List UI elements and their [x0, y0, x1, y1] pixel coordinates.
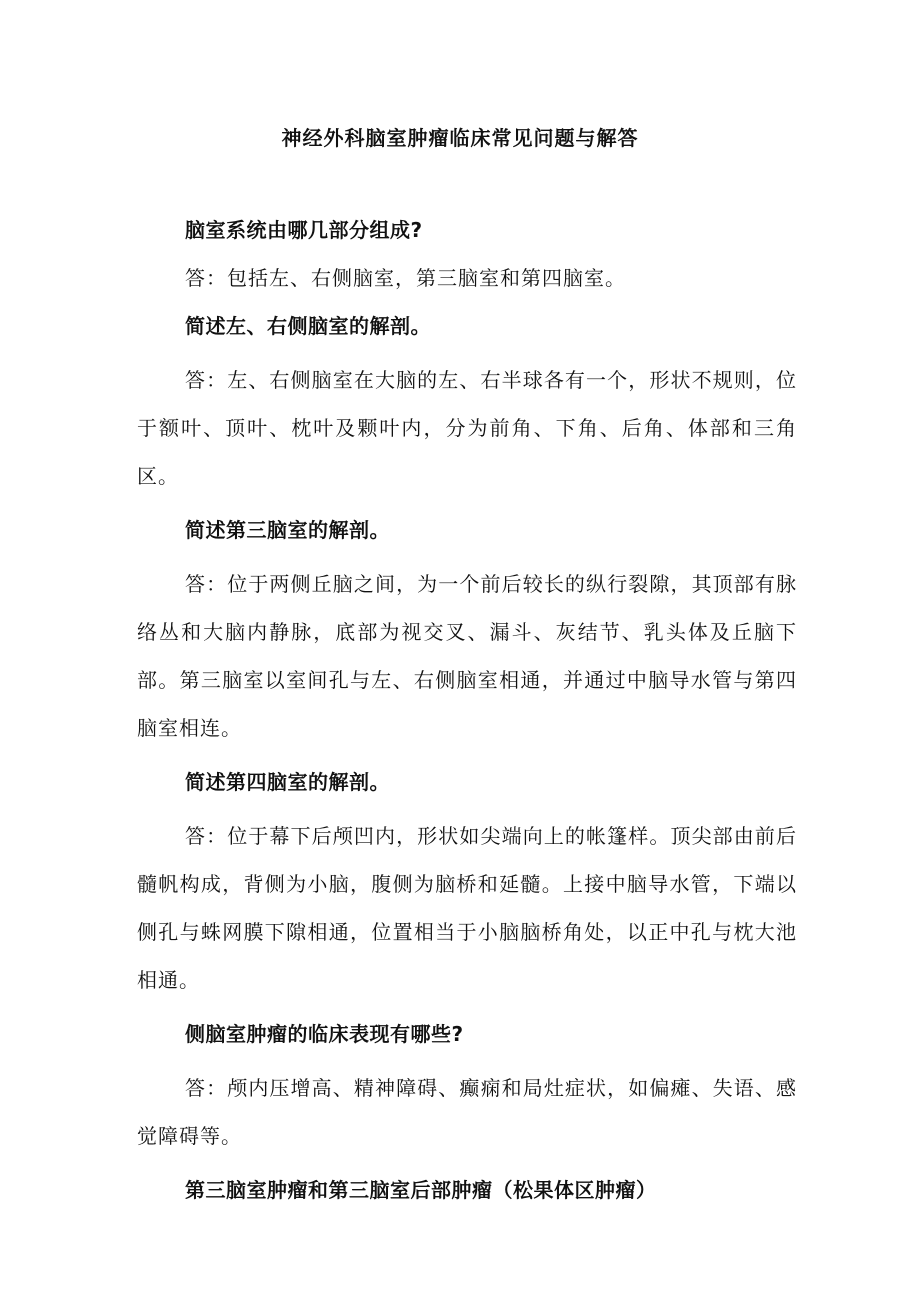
answer-3: 答：位于两侧丘脑之间，为一个前后较长的纵行裂隙，其顶部有脉络丛和大脑内静脉，底部为视交叉、漏斗、灰结节、乳头体及丘脑下部。第三脑室以室间孔与左、右侧脑室相通，并通过中脑导水管与第四脑室相连。: [137, 572, 797, 740]
document-title: 神经外科脑室肿瘤临床常见问题与解答: [281, 126, 639, 150]
document-body: [137, 212, 797, 1220]
answer-1: 答：包括左、右侧脑室，第三脑室和第四脑室。: [185, 266, 626, 290]
answer-4: 答：位于幕下后颅凹内，形状如尖端向上的帐篷样。顶尖部由前后髓帆构成，背侧为小脑，腹侧为脑桥和延髓。上接中脑导水管，下端以侧孔与蛛网膜下隙相通，位置相当于小脑脑桥角处，以正中孔与枕大池相通。: [137, 824, 797, 992]
answer-2: 答：左、右侧脑室在大脑的左、右半球各有一个，形状不规则，位于额叶、顶叶、枕叶及颗叶内，分为前角、下角、后角、体部和三角区。: [137, 368, 797, 488]
question-2: 简述左、右侧脑室的解剖。: [185, 314, 431, 338]
question-5: 侧脑室肿瘤的临床表现有哪些?: [185, 1022, 464, 1046]
answer-5: 答：颅内压增高、精神障碍、癫痫和局灶症状，如偏瘫、失语、感觉障碍等。: [137, 1076, 797, 1148]
question-1: 脑室系统由哪几部分组成?: [185, 218, 423, 242]
question-3: 简述第三脑室的解剖。: [185, 518, 390, 542]
question-6: 第三脑室肿瘤和第三脑室后部肿瘤（松果体区肿瘤）: [185, 1178, 657, 1202]
question-4: 简述第四脑室的解剖。: [185, 770, 390, 794]
